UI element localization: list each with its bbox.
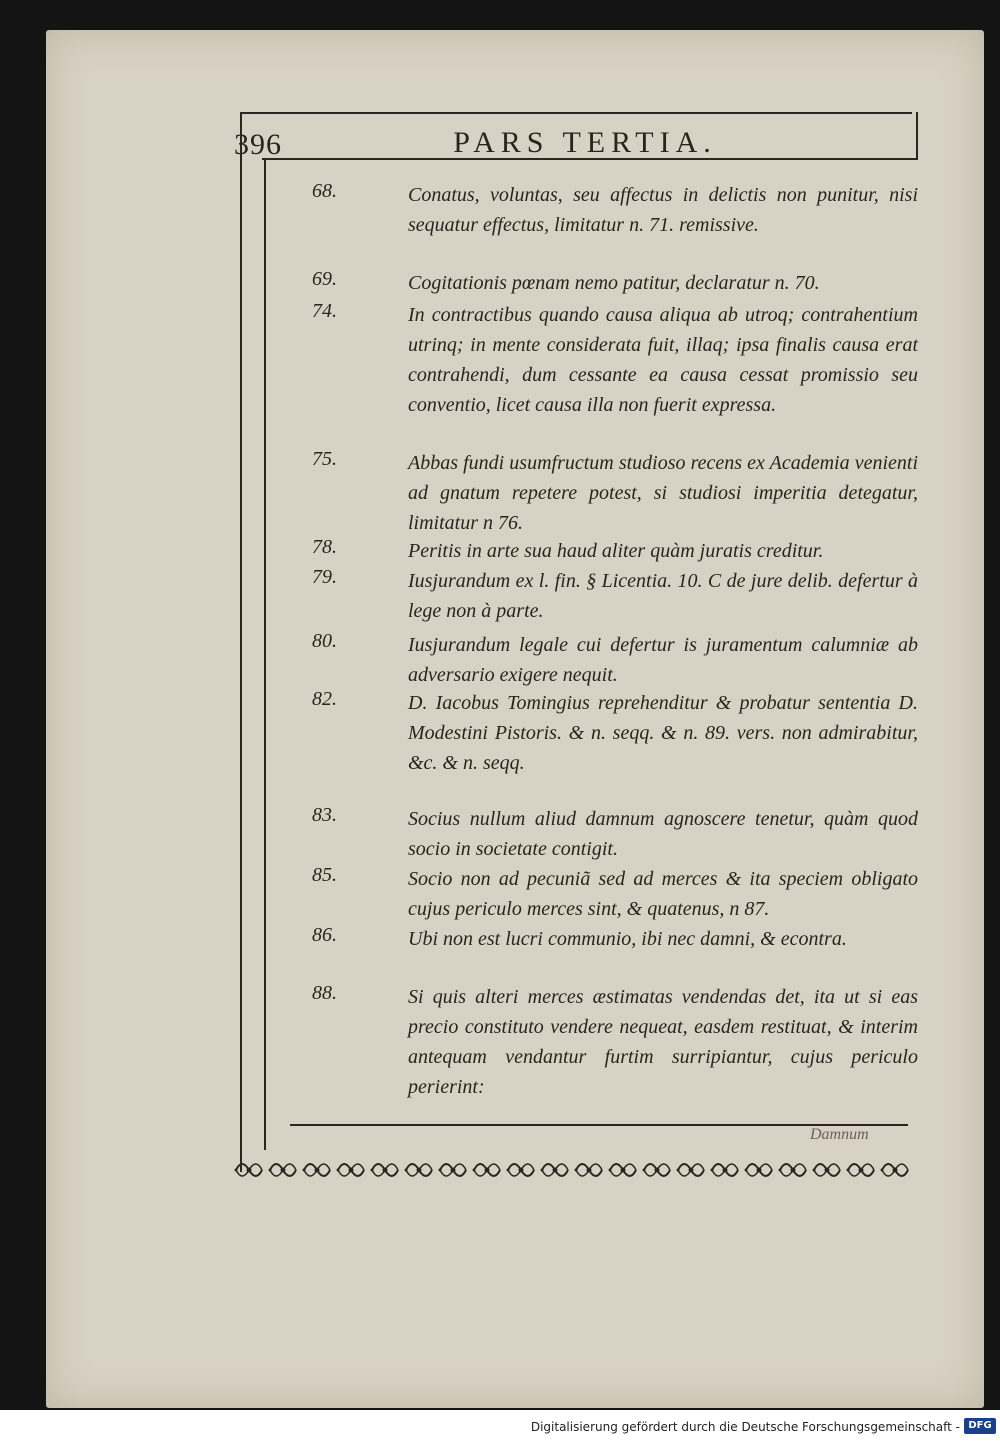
entry-text: Abbas fundi usumfructum studioso recens ex Academia venienti ad gnatum repetere potest, si studiosi imperitia detegatur, limitatur n 76. — [408, 452, 918, 534]
entry-number: 78. — [312, 536, 337, 558]
entry-text: Iusjurandum ex l. fin. § Licentia. 10. C de jure delib. defertur à lege non à parte. — [408, 570, 918, 622]
entry-text: Conatus, voluntas, seu affectus in delictis non punitur, nisi sequatur effectus, limitatur n. 71. remissive. — [408, 184, 918, 236]
page-number: 396 — [234, 128, 282, 161]
ornamental-border — [232, 1152, 912, 1188]
entry-number: 85. — [312, 864, 337, 886]
entry-number: 74. — [312, 300, 337, 322]
entry-text: Iusjurandum legale cui defertur is juramentum calumniæ ab adversario exigere nequit. — [408, 634, 918, 686]
running-head: PARS TERTIA. — [453, 126, 717, 159]
entry-text: Si quis alteri merces æstimatas vendendas det, ita ut si eas precio constituto vendere nequeat, easdem restituat, & interim antequam vendantur furtim surripiantur, cujus periculo perierint: — [408, 986, 918, 1098]
entry-text: Socio non ad pecuniã sed ad merces & ita speciem obligato cujus periculo merces sint, & quatenus, n 87. — [408, 868, 918, 920]
frame-right — [916, 112, 918, 160]
entry-number: 79. — [312, 566, 337, 588]
entry-number: 86. — [312, 924, 337, 946]
dfg-logo: DFG — [964, 1418, 996, 1434]
catchword: Damnum — [810, 1126, 869, 1143]
entry-number: 75. — [312, 448, 337, 470]
header-rule-top — [240, 112, 912, 114]
funding-credit: Digitalisierung gefördert durch die Deutsche Forschungsgemeinschaft - — [530, 1420, 960, 1434]
entry-number: 82. — [312, 688, 337, 710]
entry-number: 68. — [312, 180, 337, 202]
entry-number: 83. — [312, 804, 337, 826]
entry-number: 80. — [312, 630, 337, 652]
entry-text: In contractibus quando causa aliqua ab utroq; contrahentium utrinq; in mente considerata fuit, illaq; ipsa finalis causa erat contrahendi, dum cessante ea causa cessat promissio seu conventio, licet causa illa non fuerit expressa. — [408, 304, 918, 416]
digitization-footer — [0, 1410, 1000, 1443]
entry-text: Cogitationis pœnam nemo patitur, declaratur n. 70. — [408, 272, 820, 294]
entry-text: Socius nullum aliud damnum agnoscere tenetur, quàm quod socio in societate contigit. — [408, 808, 918, 860]
entry-text: Ubi non est lucri communio, ibi nec damni, & econtra. — [408, 928, 847, 950]
entry-number: 69. — [312, 268, 337, 290]
frame-left-outer — [240, 112, 242, 1172]
entry-number: 88. — [312, 982, 337, 1004]
entry-text: Peritis in arte sua haud aliter quàm juratis creditur. — [408, 540, 824, 562]
entry-text: D. Iacobus Tomingius reprehenditur & probatur sententia D. Modestini Pistoris. & n. seqq. & n. 89. vers. non admirabitur, &c. & n. seqq. — [408, 692, 918, 774]
frame-left-inner — [264, 160, 266, 1150]
